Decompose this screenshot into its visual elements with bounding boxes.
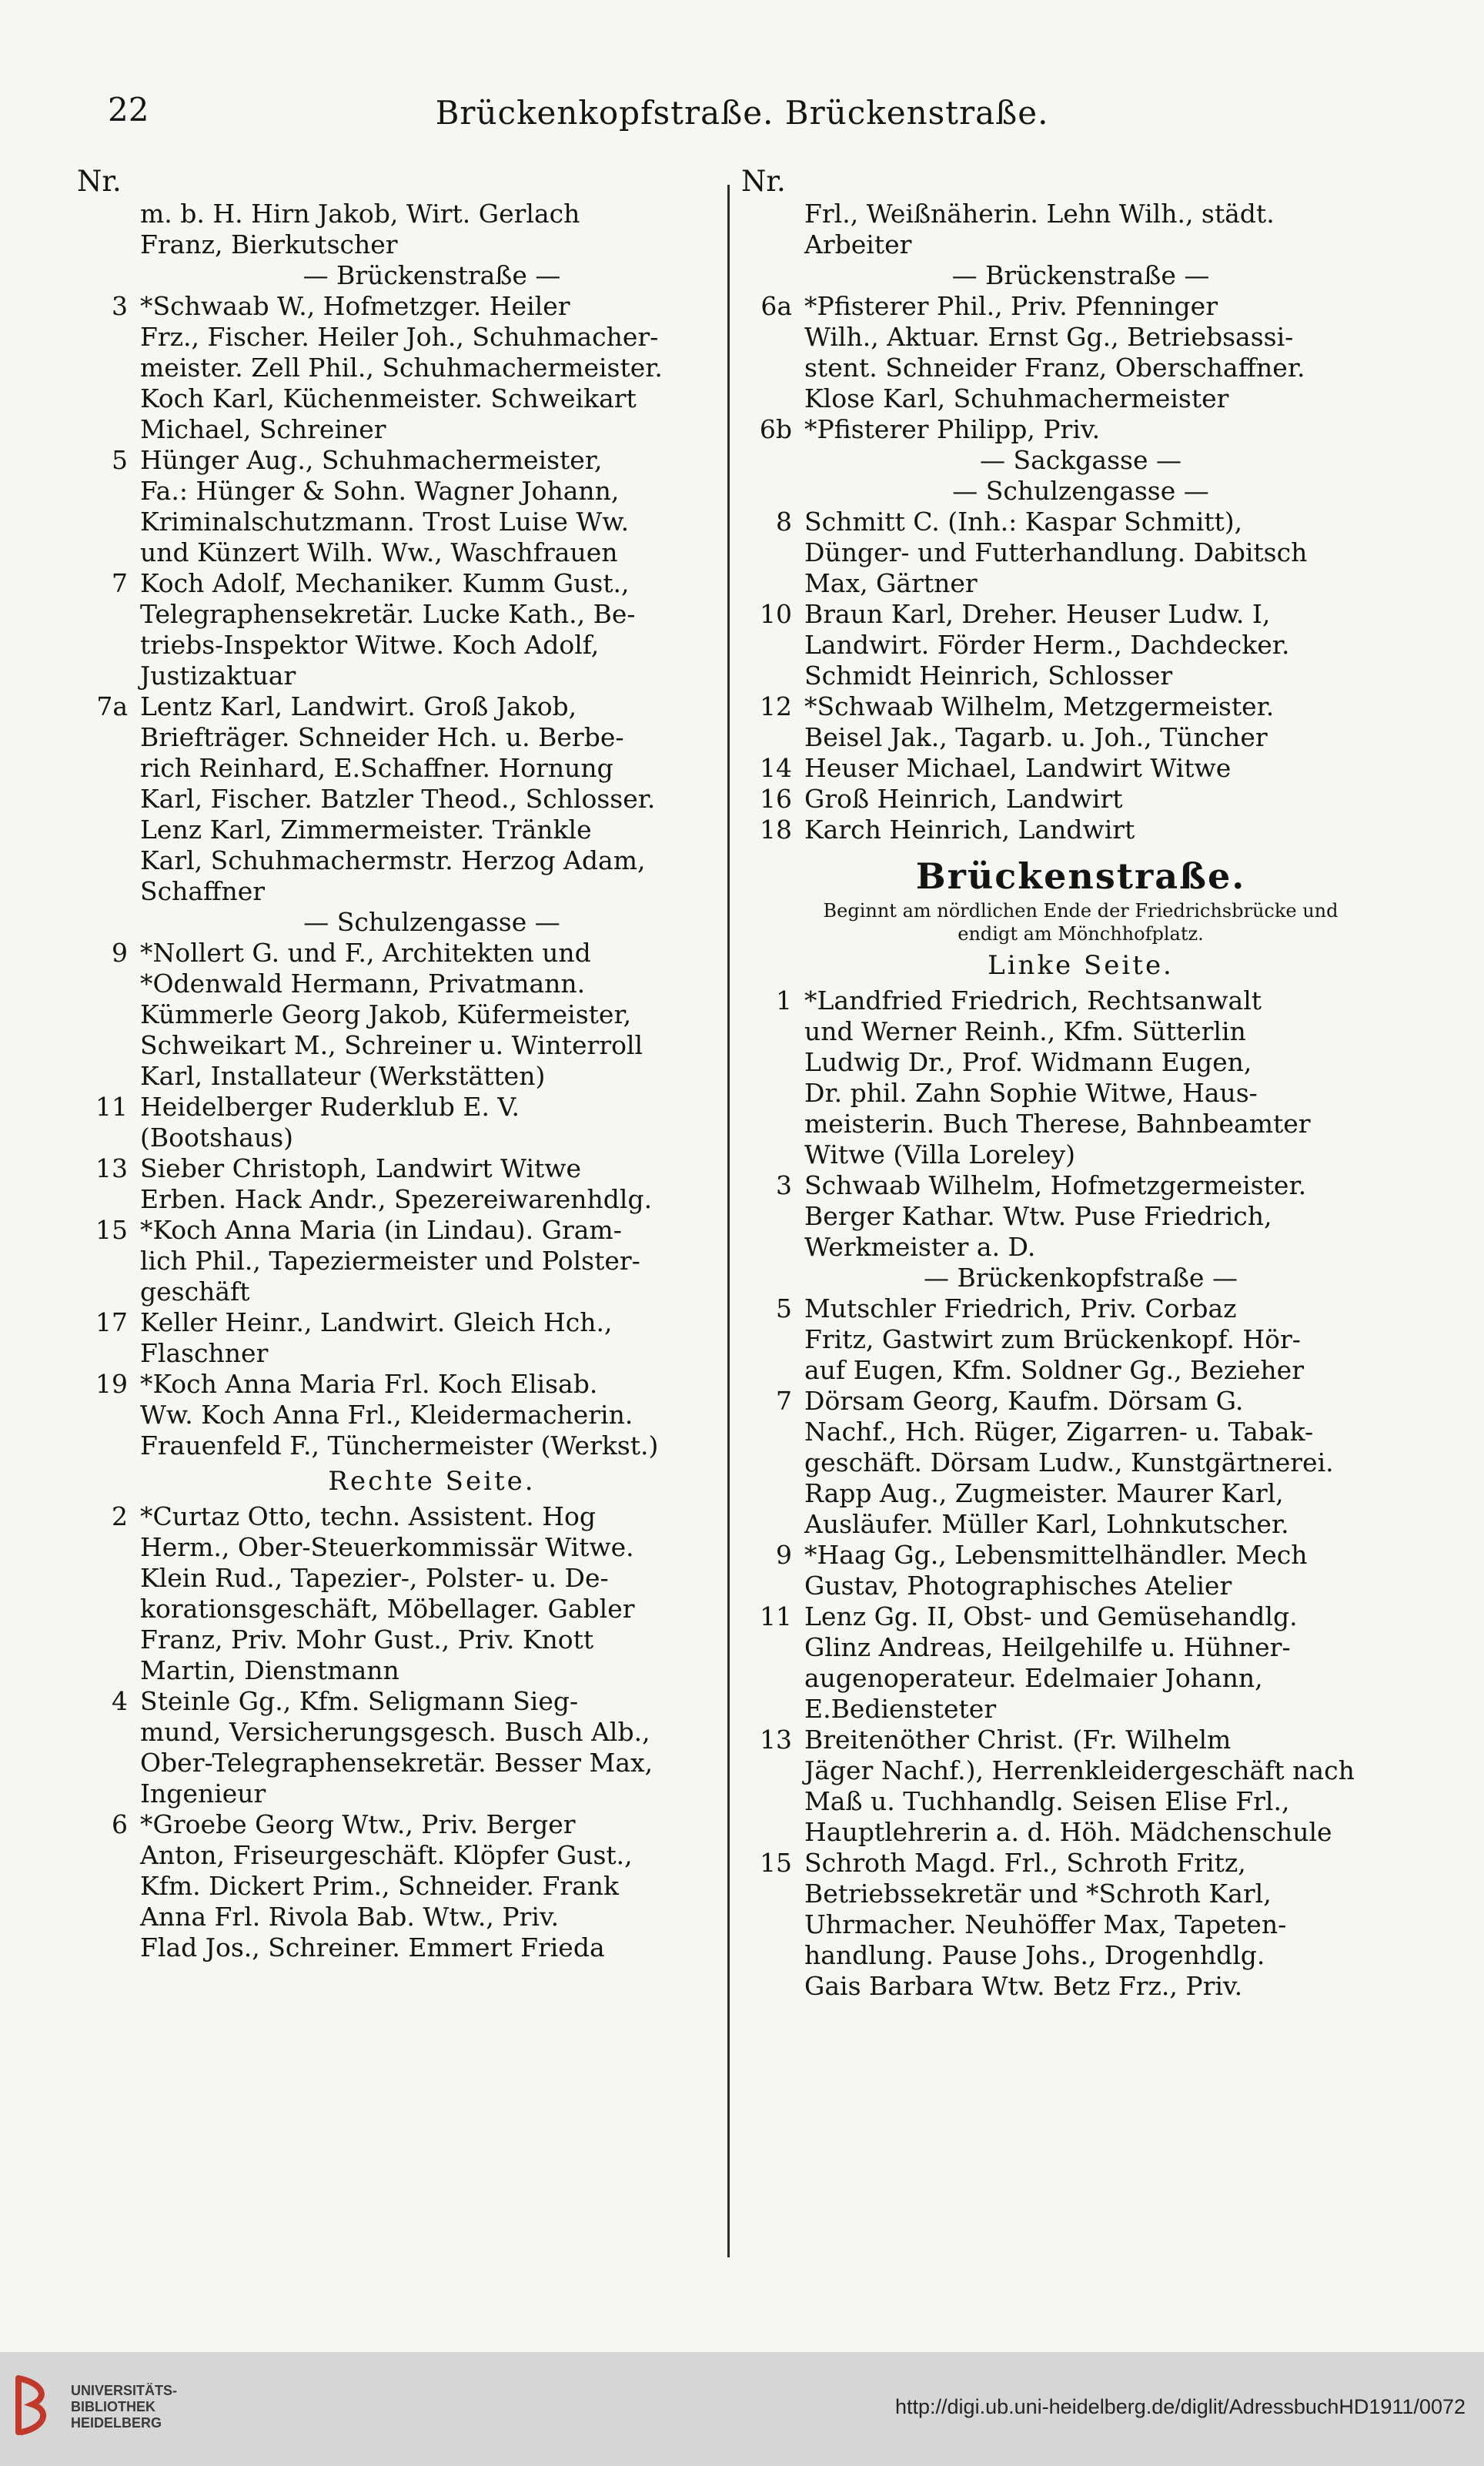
entry-text: handlung. Pause Johs., Drogenhdlg. (804, 1940, 1265, 1970)
entry-text: Frauenfeld F., Tünchermeister (Werkst.) (140, 1430, 659, 1461)
entry-text: Anna Frl. Rivola Bab. Wtw., Priv. (140, 1902, 560, 1932)
entry-continuation-line (741, 1078, 1357, 1109)
left-column (77, 165, 724, 1963)
entry-text: *Groebe Georg Wtw., Priv. Berger (140, 1809, 576, 1839)
house-number: 17 (95, 1307, 128, 1337)
nr-label: Nr. (77, 165, 122, 198)
house-number: 11 (760, 1601, 792, 1631)
entry-text: rich Reinhard, E.Schaffner. Hornung (140, 753, 613, 783)
entry-continuation-line (741, 1478, 1357, 1509)
entry-continuation-line (77, 876, 724, 907)
entry-text: — Sackgasse — (980, 445, 1182, 475)
entry-continuation-line (77, 1778, 724, 1809)
entry-text: Schwaab Wilhelm, Hofmetzgermeister. (804, 1170, 1307, 1200)
entry-text: Flad Jos., Schreiner. Emmert Frieda (140, 1932, 605, 1962)
entry-continuation-line (77, 1184, 724, 1215)
library-name-line: UNIVERSITÄTS- (71, 2383, 178, 2398)
address-entry-line (741, 599, 1357, 630)
address-entry-line (741, 1386, 1357, 1417)
house-number: 15 (95, 1215, 128, 1245)
entry-text: *Schwaab W., Hofmetzger. Heiler (140, 291, 570, 321)
house-number: 16 (760, 784, 792, 814)
entry-continuation-line (77, 537, 724, 568)
section-heading (741, 845, 1357, 899)
address-entry-line (741, 1170, 1357, 1201)
entry-continuation-line (741, 1201, 1357, 1232)
entry-continuation-line (741, 1047, 1357, 1078)
entry-text: Max, Gärtner (804, 568, 978, 598)
entry-text: meisterin. Buch Therese, Bahnbeamter (804, 1109, 1311, 1139)
section-heading (741, 899, 1357, 922)
entry-text: — Brückenstraße — (302, 260, 561, 290)
column-divider (727, 185, 730, 2257)
entry-text: *Curtaz Otto, techn. Assistent. Hog (140, 1501, 597, 1531)
entry-text: Wilh., Aktuar. Ernst Gg., Betriebsassi- (804, 322, 1294, 352)
entry-continuation-line (77, 1748, 724, 1778)
entry-text: Rechte Seite. (328, 1466, 536, 1497)
entry-text: Frl., Weißnäherin. Lehn Wilh., städt. (804, 199, 1275, 229)
entry-text: Franz, Priv. Mohr Gust., Priv. Knott (140, 1624, 594, 1655)
house-number: 7 (776, 1386, 792, 1416)
section-heading (741, 260, 1357, 291)
entry-text: Uhrmacher. Neuhöffer Max, Tapeten- (804, 1909, 1287, 1939)
house-number: 2 (112, 1501, 128, 1531)
entry-continuation-line (77, 599, 724, 630)
entry-text: Kfm. Dickert Prim., Schneider. Frank (140, 1871, 620, 1901)
entry-continuation-line (77, 322, 724, 353)
entry-continuation-line (741, 1694, 1357, 1725)
entry-text: Nachf., Hch. Rüger, Zigarren- u. Tabak- (804, 1417, 1314, 1447)
entry-text: Glinz Andreas, Heilgehilfe u. Hühner- (804, 1632, 1291, 1662)
entry-text: *Pfisterer Phil., Priv. Pfenninger (804, 291, 1218, 321)
section-heading (741, 945, 1357, 985)
entry-continuation-line (77, 1932, 724, 1963)
entry-text: Jäger Nachf.), Herrenkleidergeschäft nach (804, 1755, 1355, 1785)
entry-continuation-line (77, 815, 724, 845)
house-number: 8 (776, 507, 792, 537)
entry-text: mund, Versicherungsgesch. Busch Alb., (140, 1717, 650, 1747)
entry-text: triebs-Inspektor Witwe. Koch Adolf, (140, 630, 600, 660)
house-number: 10 (760, 599, 792, 629)
address-entry-line (77, 1307, 724, 1338)
entry-continuation-line (741, 1909, 1357, 1940)
entry-text: Werkmeister a. D. (804, 1232, 1036, 1262)
entry-text: *Odenwald Hermann, Privatmann. (140, 969, 586, 999)
entry-text: Groß Heinrich, Landwirt (804, 784, 1123, 814)
address-entry-line (77, 1501, 724, 1532)
entry-continuation-line (741, 1971, 1357, 2002)
entry-continuation-line (77, 753, 724, 784)
entry-continuation-line (77, 1717, 724, 1748)
house-number: 12 (760, 691, 792, 721)
entry-text: Franz, Bierkutscher (140, 229, 398, 259)
address-entry-line (741, 1601, 1357, 1632)
entry-text: Landwirt. Förder Herm., Dachdecker. (804, 630, 1290, 660)
entry-text: m. b. H. Hirn Jakob, Wirt. Gerlach (140, 199, 580, 229)
library-name-line: BIBLIOTHEK (71, 2399, 155, 2414)
entry-text: Sieber Christoph, Landwirt Witwe (140, 1153, 582, 1183)
house-number: 14 (760, 753, 792, 783)
entry-text: — Schulzengasse — (303, 907, 560, 937)
entry-text: Fa.: Hünger & Sohn. Wagner Johann, (140, 476, 620, 506)
library-name-line: HEIDELBERG (71, 2415, 162, 2431)
entry-text: *Nollert G. und F., Architekten und (140, 938, 591, 968)
entry-text: Justizaktuar (140, 661, 296, 691)
house-number: 11 (95, 1092, 128, 1122)
entry-continuation-line (741, 1571, 1357, 1601)
house-number: 7 (112, 568, 128, 598)
right-column (741, 165, 1357, 2002)
house-number: 15 (760, 1848, 792, 1878)
entry-continuation-line (77, 1123, 724, 1153)
section-heading (741, 1263, 1357, 1293)
entry-continuation-line (77, 722, 724, 753)
entry-text: Karl, Installateur (Werkstätten) (140, 1061, 546, 1091)
entry-text: *Koch Anna Maria (in Lindau). Gram- (140, 1215, 622, 1245)
entry-text: Martin, Dienstmann (140, 1655, 399, 1685)
entry-text: Maß u. Tuchhandlg. Seisen Elise Frl., (804, 1786, 1290, 1816)
entry-text: Rapp Aug., Zugmeister. Maurer Karl, (804, 1478, 1284, 1508)
entry-continuation-line (77, 969, 724, 999)
entry-continuation-line (741, 1663, 1357, 1694)
entry-text: Betriebssekretär und *Schroth Karl, (804, 1879, 1272, 1909)
entry-text: Ingenieur (140, 1778, 266, 1809)
entry-text: geschäft (140, 1276, 250, 1307)
entry-continuation-line (77, 1594, 724, 1624)
entry-continuation-line (77, 1061, 724, 1092)
house-number: 9 (776, 1540, 792, 1570)
section-heading (77, 260, 724, 291)
entry-text: Arbeiter (804, 229, 912, 259)
address-entry-line (741, 691, 1357, 722)
house-number: 6 (112, 1809, 128, 1839)
entry-continuation-line (77, 1246, 724, 1276)
house-number: 3 (776, 1170, 792, 1200)
house-number: 3 (112, 291, 128, 321)
entry-text: Hauptlehrerin a. d. Höh. Mädchenschule (804, 1817, 1332, 1847)
entry-continuation-line (77, 383, 724, 414)
address-entry-line (77, 1153, 724, 1184)
university-library-logo-icon[interactable] (11, 2374, 60, 2437)
entry-text: Gustav, Photographisches Atelier (804, 1571, 1232, 1601)
entry-continuation-line (741, 1417, 1357, 1447)
entry-continuation-line (741, 383, 1357, 414)
entry-continuation-line (741, 1355, 1357, 1386)
entry-continuation-line (741, 722, 1357, 753)
entry-text: auf Eugen, Kfm. Soldner Gg., Bezieher (804, 1355, 1304, 1385)
entry-text: geschäft. Dörsam Ludw., Kunstgärtnerei. (804, 1447, 1334, 1477)
entry-continuation-line (77, 1840, 724, 1871)
nr-label: Nr. (741, 165, 786, 198)
entry-continuation-line (741, 199, 1357, 229)
entry-continuation-line (77, 999, 724, 1030)
library-name[interactable] (71, 2383, 177, 2431)
entry-continuation-line (741, 1817, 1357, 1848)
entry-continuation-line (77, 507, 724, 537)
entry-text: Steinle Gg., Kfm. Seligmann Sieg- (140, 1686, 579, 1716)
entry-text: Klein Rud., Tapezier-, Polster- u. De- (140, 1563, 609, 1593)
entry-continuation-line (741, 1755, 1357, 1786)
entry-text: *Schwaab Wilhelm, Metzgermeister. (804, 691, 1275, 721)
entry-text: Ww. Koch Anna Frl., Kleidermacherin. (140, 1400, 633, 1430)
address-entry-line (741, 784, 1357, 815)
entry-text: Berger Kathar. Wtw. Puse Friedrich, (804, 1201, 1272, 1231)
entry-text: endigt am Mönchhofplatz. (958, 923, 1204, 945)
entry-text: Beisel Jak., Tagarb. u. Joh., Tüncher (804, 722, 1268, 752)
address-entry-line (77, 938, 724, 969)
entry-continuation-line (77, 199, 724, 229)
address-entry-line (77, 1215, 724, 1246)
entry-text: Frz., Fischer. Heiler Joh., Schuhmacher- (140, 322, 659, 352)
house-number: 6b (759, 414, 792, 444)
entry-continuation-line (77, 1430, 724, 1461)
entry-text: Breitenöther Christ. (Fr. Wilhelm (804, 1725, 1232, 1755)
section-heading (741, 445, 1357, 476)
entry-text: Linke Seite. (988, 950, 1174, 981)
address-entry-line (77, 691, 724, 722)
entry-text: Klose Karl, Schuhmachermeister (804, 383, 1229, 413)
entry-text: Ludwig Dr., Prof. Widmann Eugen, (804, 1047, 1252, 1077)
address-entry-line (741, 507, 1357, 537)
entry-text: Witwe (Villa Loreley) (804, 1139, 1076, 1169)
entry-text: Karl, Schuhmachermstr. Herzog Adam, (140, 845, 646, 875)
entry-continuation-line (77, 661, 724, 691)
entry-continuation-line (77, 353, 724, 383)
entry-continuation-line (741, 1786, 1357, 1817)
address-entry-line (77, 1092, 724, 1123)
entry-text: Anton, Friseurgeschäft. Klöpfer Gust., (140, 1840, 633, 1870)
address-entry-line (77, 445, 724, 476)
address-entry-line (77, 568, 724, 599)
entry-text: stent. Schneider Franz, Oberschaffner. (804, 353, 1305, 383)
address-entry-line (741, 815, 1357, 845)
address-entry-line (741, 1540, 1357, 1571)
address-entry-line (77, 1369, 724, 1400)
page-number: 22 (108, 91, 149, 129)
entry-text: Schroth Magd. Frl., Schroth Fritz, (804, 1848, 1246, 1878)
entry-text: Dr. phil. Zahn Sophie Witwe, Haus- (804, 1078, 1258, 1108)
address-entry-line (741, 753, 1357, 784)
entry-text: Ober-Telegraphensekretär. Besser Max, (140, 1748, 653, 1778)
house-number: 6a (760, 291, 792, 321)
entry-text: — Schulzengasse — (952, 476, 1209, 506)
address-entry-line (741, 1848, 1357, 1879)
address-entry-line (741, 1725, 1357, 1755)
entry-continuation-line (77, 784, 724, 815)
entry-text: Erben. Hack Andr., Spezereiwarenhdlg. (140, 1184, 653, 1214)
entry-continuation-line (77, 1400, 724, 1430)
house-number: 4 (112, 1686, 128, 1716)
entry-continuation-line (741, 537, 1357, 568)
entry-continuation-line (741, 1509, 1357, 1540)
entry-text: augenoperateur. Edelmaier Johann, (804, 1663, 1263, 1693)
entry-text: Lenz Karl, Zimmermeister. Tränkle (140, 815, 592, 845)
entry-text: Lenz Gg. II, Obst- und Gemüsehandlg. (804, 1601, 1298, 1631)
entry-text: *Pfisterer Philipp, Priv. (804, 414, 1101, 444)
entry-continuation-line (77, 1338, 724, 1369)
entry-text: Telegraphensekretär. Lucke Kath., Be- (140, 599, 636, 629)
entry-text: Herm., Ober-Steuerkommissär Witwe. (140, 1532, 634, 1562)
section-heading (741, 476, 1357, 507)
entry-continuation-line (741, 1447, 1357, 1478)
entry-continuation-line (741, 1632, 1357, 1663)
entry-continuation-line (77, 1624, 724, 1655)
section-heading (77, 1461, 724, 1501)
entry-text: — Brückenkopfstraße — (924, 1263, 1238, 1293)
source-url-link[interactable]: http://digi.ub.uni-heidelberg.de/diglit/AdressbuchHD1911/0072 (895, 2395, 1466, 2418)
entry-text: Mutschler Friedrich, Priv. Corbaz (804, 1293, 1237, 1323)
entry-continuation-line (741, 1232, 1357, 1263)
entry-text: Fritz, Gastwirt zum Brückenkopf. Hör- (804, 1324, 1301, 1354)
address-entry-line (741, 291, 1357, 322)
entry-text: *Landfried Friedrich, Rechtsanwalt (804, 985, 1262, 1016)
house-number: 5 (112, 445, 128, 475)
entry-text: Dörsam Georg, Kaufm. Dörsam G. (804, 1386, 1244, 1416)
house-number: 13 (760, 1725, 792, 1755)
entry-text: Michael, Schreiner (140, 414, 386, 444)
entry-continuation-line (741, 1109, 1357, 1139)
entry-text: und Werner Reinh., Kfm. Sütterlin (804, 1016, 1246, 1046)
entry-continuation-line (77, 1563, 724, 1594)
entry-text: Brückenstraße. (915, 855, 1246, 897)
address-entry-line (77, 1686, 724, 1717)
entry-continuation-line (77, 1902, 724, 1932)
entry-continuation-line (741, 1016, 1357, 1047)
entry-text: Lentz Karl, Landwirt. Groß Jakob, (140, 691, 577, 721)
house-number: 1 (776, 985, 792, 1016)
entry-text: Dünger- und Futterhandlung. Dabitsch (804, 537, 1308, 567)
entry-text: Braun Karl, Dreher. Heuser Ludw. I, (804, 599, 1271, 629)
entry-continuation-line (77, 1276, 724, 1307)
entry-continuation-line (77, 1871, 724, 1902)
entry-continuation-line (741, 630, 1357, 661)
entry-text: Koch Adolf, Mechaniker. Kumm Gust., (140, 568, 630, 598)
entry-continuation-line (77, 414, 724, 445)
entry-continuation-line (741, 1139, 1357, 1170)
entry-text: Beginnt am nördlichen Ende der Friedrichsbrücke und (823, 900, 1339, 922)
entry-continuation-line (741, 661, 1357, 691)
entry-text: lich Phil., Tapeziermeister und Polster- (140, 1246, 640, 1276)
entry-text: Hünger Aug., Schuhmachermeister, (140, 445, 603, 475)
house-number: 7a (96, 691, 128, 721)
entry-continuation-line (741, 1940, 1357, 1971)
address-entry-line (741, 985, 1357, 1016)
entry-text: Briefträger. Schneider Hch. u. Berbe- (140, 722, 624, 752)
entry-text: Karl, Fischer. Batzler Theod., Schlosser. (140, 784, 656, 814)
entry-continuation-line (741, 1324, 1357, 1355)
entry-continuation-line (741, 1879, 1357, 1909)
entry-continuation-line (77, 476, 724, 507)
entry-text: E.Bediensteter (804, 1694, 997, 1724)
entry-text: Schmitt C. (Inh.: Kaspar Schmitt), (804, 507, 1243, 537)
entry-continuation-line (741, 322, 1357, 353)
running-title: Brückenkopfstraße. Brückenstraße. (435, 94, 1049, 132)
entry-text: Schaffner (140, 876, 266, 906)
entry-text: Kriminalschutzmann. Trost Luise Ww. (140, 507, 630, 537)
entry-text: korationsgeschäft, Möbellager. Gabler (140, 1594, 635, 1624)
page-header (0, 91, 1484, 145)
address-entry-line (741, 414, 1357, 445)
entry-text: meister. Zell Phil., Schuhmachermeister. (140, 353, 663, 383)
address-entry-line (741, 1293, 1357, 1324)
section-heading (741, 922, 1357, 945)
entry-text: *Haag Gg., Lebensmittelhändler. Mech (804, 1540, 1308, 1570)
entry-continuation-line (77, 1030, 724, 1061)
entry-continuation-line (77, 845, 724, 876)
section-heading (77, 907, 724, 938)
entry-text: Ausläufer. Müller Karl, Lohnkutscher. (804, 1509, 1289, 1539)
entry-text: (Bootshaus) (140, 1123, 294, 1153)
entry-text: Keller Heinr., Landwirt. Gleich Hch., (140, 1307, 613, 1337)
entry-text: *Koch Anna Maria Frl. Koch Elisab. (140, 1369, 598, 1399)
house-number: 13 (95, 1153, 128, 1183)
entry-text: — Brückenstraße — (951, 260, 1210, 290)
house-number: 18 (760, 815, 792, 845)
entry-text: Kümmerle Georg Jakob, Küfermeister, (140, 999, 632, 1029)
entry-text: Flaschner (140, 1338, 269, 1368)
house-number: 5 (776, 1293, 792, 1323)
entry-text: Gais Barbara Wtw. Betz Frz., Priv. (804, 1971, 1243, 2001)
address-entry-line (77, 1809, 724, 1840)
entry-text: Koch Karl, Küchenmeister. Schweikart (140, 383, 637, 413)
entry-continuation-line (77, 229, 724, 260)
house-number: 19 (95, 1369, 128, 1399)
entry-text: Heuser Michael, Landwirt Witwe (804, 753, 1232, 783)
entry-text: Schmidt Heinrich, Schlosser (804, 661, 1173, 691)
entry-continuation-line (77, 630, 724, 661)
entry-text: Heidelberger Ruderklub E. V. (140, 1092, 520, 1122)
entry-continuation-line (77, 1655, 724, 1686)
entry-text: Schweikart M., Schreiner u. Winterroll (140, 1030, 643, 1060)
entry-continuation-line (741, 229, 1357, 260)
house-number: 9 (112, 938, 128, 968)
entry-text: und Künzert Wilh. Ww., Waschfrauen (140, 537, 618, 567)
entry-text: Karch Heinrich, Landwirt (804, 815, 1135, 845)
entry-continuation-line (741, 568, 1357, 599)
entry-continuation-line (77, 1532, 724, 1563)
viewer-footer (0, 2352, 1484, 2466)
entry-continuation-line (741, 353, 1357, 383)
address-entry-line (77, 291, 724, 322)
